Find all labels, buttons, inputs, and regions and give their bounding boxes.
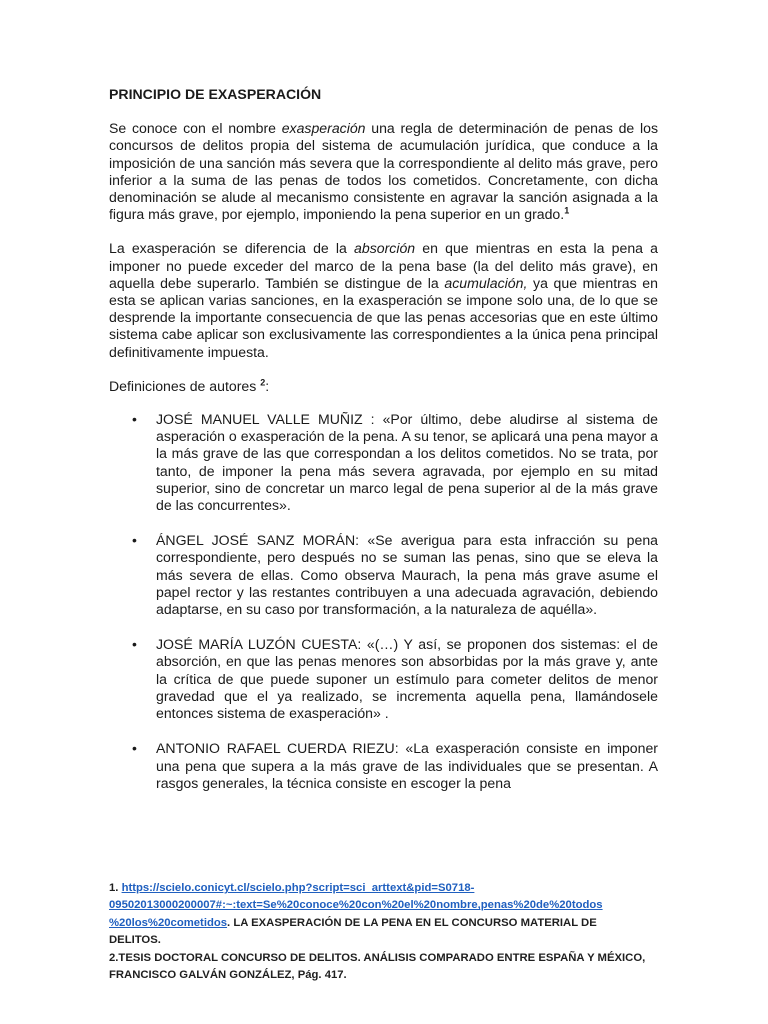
footnotes: [109, 880, 669, 984]
paragraph-text: Se conoce con el nombre: [109, 120, 282, 137]
footnote-number: 1.: [109, 882, 122, 894]
footnote-1-line-1: [109, 880, 669, 897]
document-body: [109, 86, 658, 792]
bullet-icon: •: [132, 532, 137, 549]
italic-term: exasperación: [281, 120, 366, 137]
definitions-heading: [109, 378, 658, 395]
author-quote: JOSÉ MARÍA LUZÓN CUESTA: «(…) Y así, se proponen dos sistemas: el de absorción, en que las penas menores son absorbidas por la más grave y, ante la crítica de que puede suponer un estímulo para cometer delitos de menor gravedad que el ya realizado, se incrementa aquella pena, llamándosele entonces sistema de exasperación» .: [156, 636, 658, 722]
paragraph-text: en que mientras en esta la pena a imponer no puede exceder del marco de la pena base (la del delito más grave), en aquella debe superarlo. También se distingue de la: [109, 240, 658, 291]
page-title: PRINCIPIO DE EXASPERACIÓN: [109, 86, 322, 102]
bullet-icon: •: [132, 411, 137, 428]
list-item: [109, 740, 658, 792]
footnote-1-line-3: [109, 915, 669, 932]
footnote-2-line-2: FRANCISCO GALVÁN GONZÁLEZ, Pág. 417.: [109, 969, 347, 982]
authors-list: [109, 411, 658, 792]
footnote-1-line-2: [109, 897, 669, 914]
list-item: [109, 411, 658, 514]
heading-colon: :: [265, 377, 270, 394]
author-quote: ÁNGEL JOSÉ SANZ MORÁN: «Se averigua para esta infracción su pena correspondiente, pero después no se suman las penas, sino que se eleva la más severa de ellas. Como observa Maurach, la pena más grave asume el papel rector y las restantes contribuyen a una adecuada agravación, debiendo adaptarse, en su caso por transformación, a la naturaleza de aquélla».: [156, 532, 658, 618]
paragraph-definition: [109, 120, 658, 223]
bullet-icon: •: [132, 740, 137, 757]
list-item: [109, 532, 658, 618]
footnote-marker-1[interactable]: 1: [564, 205, 570, 216]
paragraph-distinction: [109, 240, 658, 360]
paragraph-text: ya que mientras en esta se aplican varias sanciones, en la exasperación se impone solo una, de lo que se desprende la importante consecuencia de que las penas accesorias que en este último sistema cabe aplicar son exclusivamente las correspondientes a la única pena principal definitivamente impuesta.: [109, 274, 658, 360]
italic-term: acumulación,: [444, 274, 528, 291]
bullet-icon: •: [132, 636, 137, 653]
heading-text: Definiciones de autores: [109, 377, 261, 394]
paragraph-text: La exasperación se diferencia de la: [109, 240, 355, 257]
footnote-marker-2[interactable]: 2: [260, 377, 266, 388]
footnote-text: . LA EXASPERACIÓN DE LA PENA EN EL CONCURSO MATERIAL DE: [227, 916, 597, 929]
list-item: [109, 636, 658, 722]
author-quote: JOSÉ MANUEL VALLE MUÑIZ : «Por último, debe aludirse al sistema de asperación o exasperación de la pena. A su tenor, se aplicará una pena mayor a la más grave de las que correspondan a los delitos cometidos. No se trata, por tanto, de imponer la pena más severa agravada, por ejemplo en su mitad superior, sino de concretar un marco legal de pena superior al de la más grave de las concurrentes».: [156, 411, 658, 514]
footnote-link[interactable]: %20los%20cometidos: [109, 916, 228, 929]
footnote-1-line-4: DELITOS.: [109, 934, 161, 947]
paragraph-text: una regla de determinación de penas de los concursos de delitos propia del sistema de acumulación jurídica, que conduce a la imposición de una sanción más severa que la correspondiente al delito más grave, pero inferior a la suma de las penas de todos los cometidos. Concretamente, con dicha denominación se alude al mecanismo consistente en agravar la sanción asignada a la figura más grave, por ejemplo, imponiendo la pena superior en un grado.: [109, 120, 658, 223]
footnote-2-line-1: 2.TESIS DOCTORAL CONCURSO DE DELITOS. ANÁLISIS COMPARADO ENTRE ESPAÑA Y MÉXICO,: [109, 951, 646, 964]
footnote-link[interactable]: https://scielo.conicyt.cl/scielo.php?script=sci_arttext&pid=S0718-: [121, 882, 475, 894]
italic-term: absorción: [354, 240, 416, 257]
author-quote: ANTONIO RAFAEL CUERDA RIEZU: «La exasperación consiste en imponer una pena que supera a la más grave de las individuales que se presentan. A rasgos generales, la técnica consiste en escoger la pena: [156, 740, 658, 791]
footnote-link[interactable]: 09502013000200007#:~:text=Se%20conoce%20con%20el%20nombre,penas%20de%20todos: [109, 899, 603, 912]
